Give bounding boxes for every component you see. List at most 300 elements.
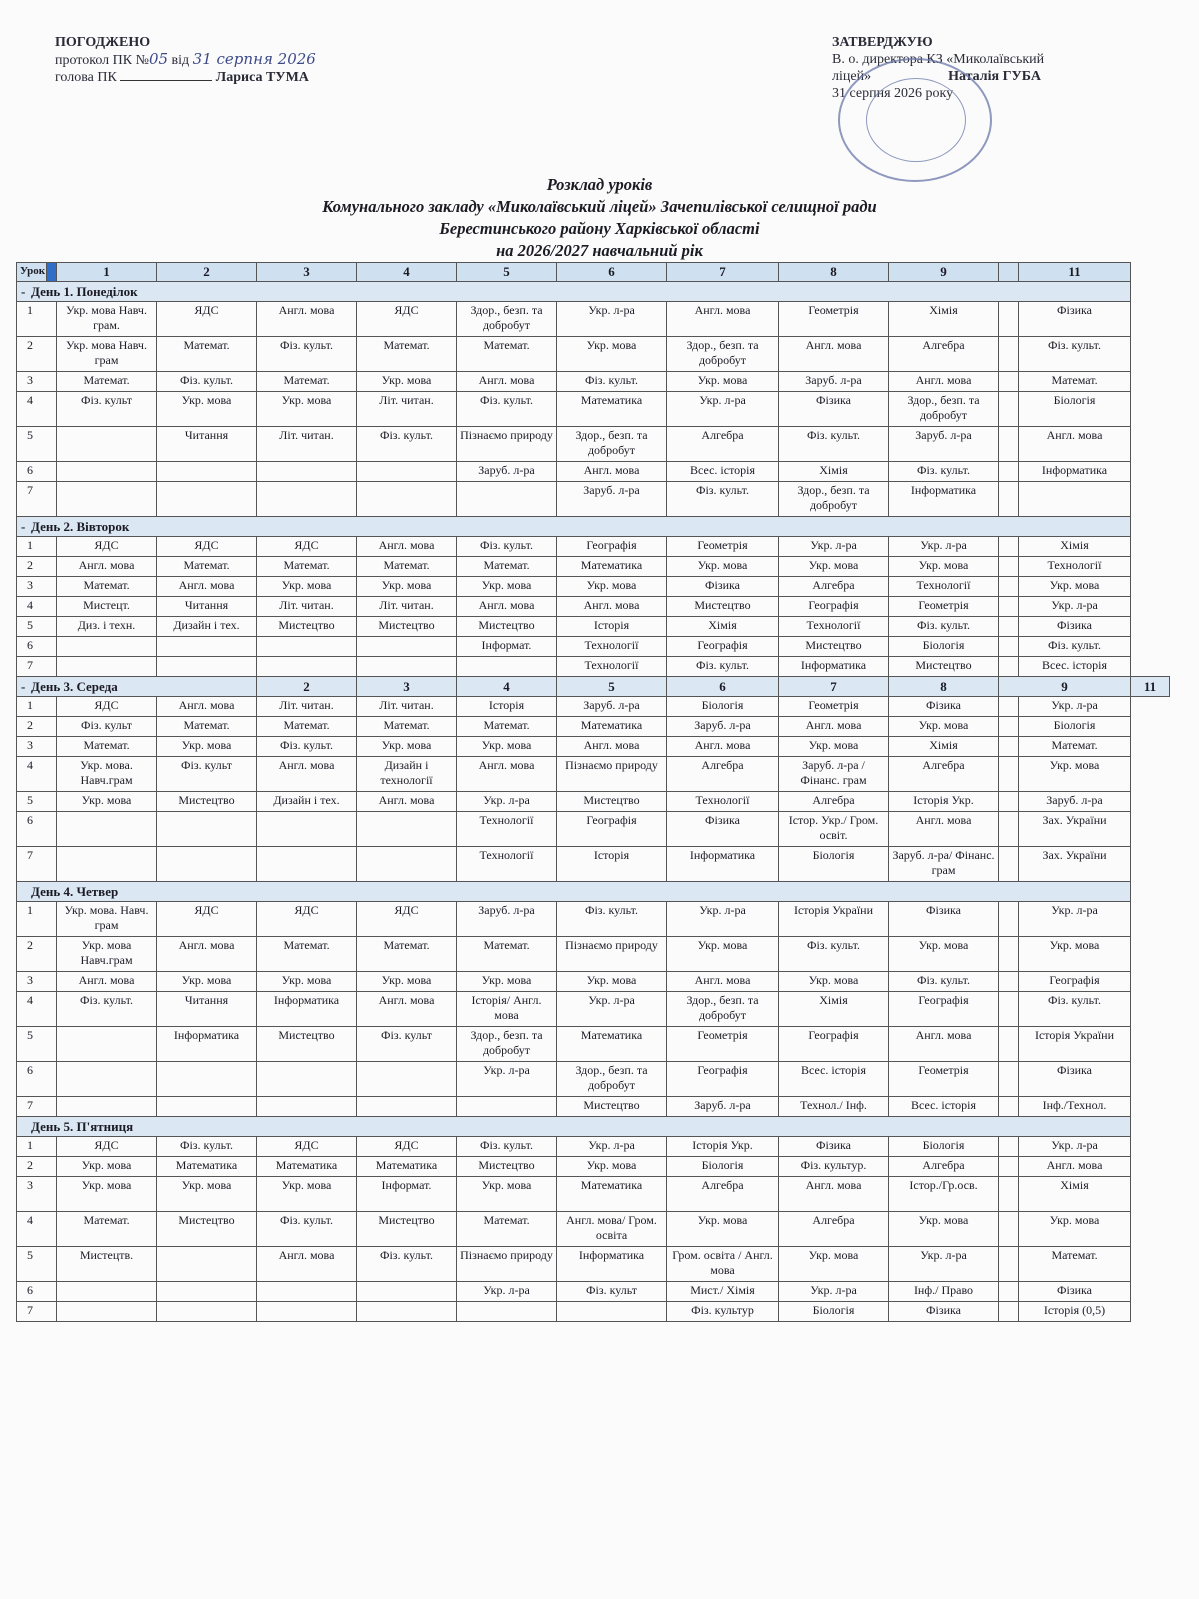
lesson-cell: Математика — [357, 1157, 457, 1177]
lesson-cell: Хімія — [889, 737, 999, 757]
header-cell: 5 — [457, 263, 557, 282]
lesson-cell: Укр. мова — [779, 1247, 889, 1282]
lesson-cell: Заруб. л-ра — [667, 1097, 779, 1117]
day-grade-number: 6 — [667, 677, 779, 697]
lesson-cell: Мистецтв. — [57, 1247, 157, 1282]
lesson-cell: Укр. мова — [157, 737, 257, 757]
lesson-cell: Географія — [557, 812, 667, 847]
lesson-cell: Заруб. л-ра — [557, 482, 667, 517]
lesson-number: 4 — [17, 1212, 57, 1247]
lesson-cell: Заруб. л-ра — [779, 372, 889, 392]
lesson-cell: Фіз. культ. — [889, 617, 999, 637]
lesson-cell: Мистецтво — [457, 617, 557, 637]
lesson-number: 2 — [17, 337, 57, 372]
lesson-number: 6 — [17, 812, 57, 847]
title-line-3: Берестинського району Харківської області — [439, 219, 760, 238]
lesson-cell — [257, 482, 357, 517]
lesson-cell: Укр. мова — [257, 1177, 357, 1212]
lesson-row — [17, 757, 1170, 792]
lesson-cell: Укр. мова — [1019, 937, 1131, 972]
lesson-cell — [999, 577, 1019, 597]
lesson-cell: Історія України — [779, 902, 889, 937]
header-cell: 7 — [667, 263, 779, 282]
lesson-number: 5 — [17, 1247, 57, 1282]
header-cell: 11 — [1019, 263, 1131, 282]
lesson-cell: Укр. мова — [257, 972, 357, 992]
lesson-cell: Англ. мова — [257, 757, 357, 792]
lesson-row — [17, 1062, 1170, 1097]
lesson-cell: Алгебра — [889, 1157, 999, 1177]
lesson-cell: Заруб. л-ра — [457, 902, 557, 937]
lesson-number: 1 — [17, 302, 57, 337]
lesson-cell — [999, 737, 1019, 757]
lesson-cell: Математ. — [157, 557, 257, 577]
lesson-cell: Укр. мова — [357, 737, 457, 757]
lesson-cell: Мистецтво — [779, 637, 889, 657]
lesson-cell: Укр. мова — [257, 577, 357, 597]
approval-title: ПОГОДЖЕНО — [55, 35, 151, 50]
lesson-cell — [57, 1282, 157, 1302]
lesson-cell: Укр. л-ра — [457, 1282, 557, 1302]
lesson-cell: Істор./Гр.осв. — [889, 1177, 999, 1212]
lesson-cell: Здор., безп. та добробут — [889, 392, 999, 427]
approval-date: 31 серпня 2026 року — [832, 86, 954, 101]
lesson-cell: Алгебра — [889, 337, 999, 372]
lesson-number: 4 — [17, 597, 57, 617]
day-title: День 1. Понеділок — [31, 284, 138, 299]
lesson-cell — [57, 1027, 157, 1062]
lesson-cell: Технології — [889, 577, 999, 597]
lesson-cell: Технол./ Інф. — [779, 1097, 889, 1117]
lesson-cell — [999, 1177, 1019, 1212]
lesson-cell: ЯДС — [57, 1137, 157, 1157]
lesson-cell: Здор., безп. та добробут — [667, 337, 779, 372]
lesson-cell: Заруб. л-ра/ Фінанс. грам — [889, 847, 999, 882]
lesson-cell: Англ. мова — [557, 737, 667, 757]
lesson-cell — [157, 462, 257, 482]
lesson-cell: Укр. л-ра — [1019, 597, 1131, 617]
lesson-cell: Укр. мова — [889, 937, 999, 972]
lesson-cell: Мистецтво — [257, 617, 357, 637]
lesson-cell: Літ. читан. — [257, 697, 357, 717]
lesson-cell: Фіз. культур. — [779, 1157, 889, 1177]
day-title: День 2. Вівторок — [31, 519, 130, 534]
lesson-number: 3 — [17, 372, 57, 392]
lesson-cell: Математ. — [157, 717, 257, 737]
lesson-cell: Фіз. культ — [57, 717, 157, 737]
lesson-cell: Геометрія — [779, 697, 889, 717]
lesson-cell: Укр. мова — [889, 557, 999, 577]
lesson-cell: Геометрія — [889, 1062, 999, 1097]
lesson-number: 3 — [17, 1177, 57, 1212]
lesson-cell: Укр. мова Навч. грам — [57, 337, 157, 372]
lesson-row — [17, 1137, 1170, 1157]
lesson-cell: Фізика — [1019, 1062, 1131, 1097]
lesson-cell: Укр. мова — [667, 937, 779, 972]
lesson-cell: Англ. мова — [889, 812, 999, 847]
approved-title: ЗАТВЕРДЖУЮ — [832, 35, 933, 50]
lesson-cell: Фіз. культ — [57, 392, 157, 427]
lesson-cell — [999, 1282, 1019, 1302]
lesson-row — [17, 577, 1170, 597]
lesson-cell: Здор., безп. та добробут — [457, 1027, 557, 1062]
lesson-cell: Фізика — [667, 812, 779, 847]
lesson-cell: Англ. мова — [457, 372, 557, 392]
lesson-cell: Укр. мова — [667, 557, 779, 577]
lesson-cell: Англ. мова — [257, 1247, 357, 1282]
lesson-cell — [157, 847, 257, 882]
lesson-cell: Математика — [557, 717, 667, 737]
lesson-cell — [999, 812, 1019, 847]
lesson-number: 7 — [17, 847, 57, 882]
lesson-cell: Фіз. культ. — [779, 427, 889, 462]
lesson-cell: ЯДС — [57, 537, 157, 557]
lesson-cell: Технології — [667, 792, 779, 812]
lesson-cell: Фізика — [1019, 302, 1131, 337]
lesson-cell: Укр. л-ра — [1019, 697, 1131, 717]
lesson-cell — [999, 427, 1019, 462]
lesson-cell — [999, 697, 1019, 717]
day-grade-number: 7 — [779, 677, 889, 697]
lesson-number: 2 — [17, 717, 57, 737]
lesson-cell — [257, 657, 357, 677]
lesson-cell: Історія/ Англ. мова — [457, 992, 557, 1027]
protocol-date: 31 серпня 2026 — [192, 50, 316, 68]
lesson-cell: Мистецтво — [357, 1212, 457, 1247]
lesson-cell: Біологія — [667, 1157, 779, 1177]
header-cell — [999, 263, 1019, 282]
lesson-cell — [357, 1062, 457, 1097]
lesson-cell: Укр. мова — [779, 557, 889, 577]
header-cell: 9 — [889, 263, 999, 282]
lesson-cell: Читання — [157, 992, 257, 1027]
lesson-cell — [999, 557, 1019, 577]
lesson-cell: Укр. мова — [457, 577, 557, 597]
lesson-row — [17, 657, 1170, 677]
lesson-cell: Англ. мова — [1019, 427, 1131, 462]
lesson-cell: Фіз. культ — [357, 1027, 457, 1062]
lesson-cell: Фіз. культ. — [457, 537, 557, 557]
lesson-cell — [357, 1302, 457, 1322]
lesson-cell: Біологія — [779, 847, 889, 882]
lesson-cell: Фіз. культ. — [157, 1137, 257, 1157]
lesson-cell: Англ. мова — [779, 337, 889, 372]
lesson-cell: Істор. Укр./ Гром. освіт. — [779, 812, 889, 847]
lesson-cell — [999, 1027, 1019, 1062]
lesson-cell: Укр. мова — [157, 1177, 257, 1212]
lesson-cell: Фізика — [889, 1302, 999, 1322]
lesson-cell: Інформатика — [779, 657, 889, 677]
lesson-cell: Математика — [557, 557, 667, 577]
lesson-cell: Математ. — [257, 372, 357, 392]
lesson-cell: Фіз. культ. — [257, 737, 357, 757]
lesson-cell: Математ. — [1019, 1247, 1131, 1282]
lesson-row — [17, 697, 1170, 717]
lesson-cell — [57, 637, 157, 657]
lesson-cell: Англ. мова — [889, 1027, 999, 1062]
lesson-cell: Технології — [779, 617, 889, 637]
lesson-cell: Математ. — [457, 557, 557, 577]
lesson-cell: Дизайн і тех. — [157, 617, 257, 637]
lesson-row — [17, 597, 1170, 617]
lesson-cell: Заруб. л-ра — [889, 427, 999, 462]
lesson-cell: Диз. і техн. — [57, 617, 157, 637]
lesson-cell: Англ. мова — [457, 597, 557, 617]
lesson-cell: Фіз. культ. — [257, 337, 357, 372]
lesson-cell: Фіз. культ. — [667, 657, 779, 677]
lesson-cell — [999, 637, 1019, 657]
lesson-cell — [999, 1137, 1019, 1157]
lesson-cell: ЯДС — [157, 902, 257, 937]
lesson-cell: Геометрія — [779, 302, 889, 337]
protocol-from: від — [171, 53, 190, 68]
lesson-cell: Укр. мова — [1019, 577, 1131, 597]
lesson-number: 2 — [17, 1157, 57, 1177]
lesson-cell: Гром. освіта / Англ. мова — [667, 1247, 779, 1282]
lesson-cell: Укр. мова — [557, 577, 667, 597]
lesson-cell — [457, 657, 557, 677]
lesson-cell: Інф./ Право — [889, 1282, 999, 1302]
lesson-cell: Математ. — [1019, 737, 1131, 757]
lesson-cell — [999, 972, 1019, 992]
lesson-cell — [57, 1097, 157, 1117]
lesson-cell: Математ. — [357, 937, 457, 972]
lesson-cell: Фіз. культ. — [889, 972, 999, 992]
lesson-cell — [999, 717, 1019, 737]
lesson-cell: Фіз. культур — [667, 1302, 779, 1322]
lesson-cell — [999, 482, 1019, 517]
lesson-cell: Географія — [557, 537, 667, 557]
director-name: Наталія ГУБА — [948, 69, 1041, 84]
day-header-row — [17, 517, 1170, 537]
lesson-cell: Технології — [457, 812, 557, 847]
lesson-cell: Фіз. культ. — [1019, 337, 1131, 372]
lesson-number: 4 — [17, 992, 57, 1027]
lesson-cell — [999, 537, 1019, 557]
lesson-cell — [157, 657, 257, 677]
official-stamp — [838, 58, 992, 182]
lesson-cell: Укр. мова — [457, 737, 557, 757]
lesson-row — [17, 392, 1170, 427]
lesson-cell: Мистецтво — [557, 1097, 667, 1117]
lesson-cell: Математика — [557, 392, 667, 427]
lesson-cell: Фіз. культ. — [1019, 992, 1131, 1027]
lesson-cell: Фіз. культ. — [667, 482, 779, 517]
lesson-cell: Укр. мова — [557, 1157, 667, 1177]
lesson-cell: Технології — [457, 847, 557, 882]
lesson-cell — [257, 1302, 357, 1322]
lesson-cell: ЯДС — [357, 902, 457, 937]
lesson-row — [17, 427, 1170, 462]
lesson-cell: Фізика — [779, 392, 889, 427]
lesson-number: 1 — [17, 1137, 57, 1157]
lesson-row — [17, 972, 1170, 992]
lesson-cell: Технології — [557, 637, 667, 657]
day-grade-number: 5 — [557, 677, 667, 697]
lesson-cell: Фіз. культ. — [1019, 637, 1131, 657]
lesson-row — [17, 812, 1170, 847]
lesson-cell — [999, 847, 1019, 882]
lesson-cell: Укр. мова. Навч. грам — [57, 902, 157, 937]
lesson-cell: Літ. читан. — [357, 697, 457, 717]
lesson-cell: Укр. мова — [357, 577, 457, 597]
lesson-cell: Хімія — [1019, 537, 1131, 557]
lesson-cell: Математика — [157, 1157, 257, 1177]
lesson-cell: Всес. історія — [667, 462, 779, 482]
lesson-row — [17, 462, 1170, 482]
lesson-cell: Пізнаємо природу — [557, 937, 667, 972]
lesson-row — [17, 372, 1170, 392]
lesson-cell: Укр. л-ра — [667, 902, 779, 937]
lesson-cell: Укр. мова — [57, 1177, 157, 1212]
head-name: Лариса ТУМА — [215, 70, 309, 85]
lesson-cell — [357, 637, 457, 657]
lesson-cell: Укр. мова — [779, 737, 889, 757]
lesson-cell: Фіз. культ — [157, 757, 257, 792]
lesson-cell: Англ. мова — [557, 462, 667, 482]
lesson-cell: Укр. л-ра — [667, 392, 779, 427]
lesson-cell — [999, 1247, 1019, 1282]
day-header-row — [17, 1117, 1170, 1137]
lesson-cell: Біологія — [889, 1137, 999, 1157]
header-cell — [47, 263, 57, 282]
lesson-cell — [357, 1282, 457, 1302]
lesson-cell: ЯДС — [257, 537, 357, 557]
lesson-cell: Дизайн і технології — [357, 757, 457, 792]
lesson-cell — [157, 812, 257, 847]
lesson-cell — [999, 902, 1019, 937]
lesson-cell: Заруб. л-ра — [457, 462, 557, 482]
lesson-cell — [999, 597, 1019, 617]
lesson-cell: Алгебра — [667, 1177, 779, 1212]
lesson-cell: Алгебра — [667, 757, 779, 792]
lesson-cell: Зах. України — [1019, 847, 1131, 882]
lesson-cell — [157, 637, 257, 657]
lesson-cell: Англ. мова — [357, 792, 457, 812]
lesson-row — [17, 537, 1170, 557]
stamp-inner-ring — [866, 78, 966, 162]
lesson-number: 2 — [17, 937, 57, 972]
lesson-row — [17, 1212, 1170, 1247]
lesson-cell: Пізнаємо природу — [557, 757, 667, 792]
lesson-number: 5 — [17, 617, 57, 637]
header-cell: Урок — [17, 263, 47, 282]
collapse-marker[interactable]: - — [21, 519, 26, 534]
schedule-table — [16, 262, 1170, 1322]
lesson-row — [17, 637, 1170, 657]
collapse-marker[interactable]: - — [21, 284, 26, 299]
lesson-cell: Біологія — [1019, 392, 1131, 427]
header-cell: 4 — [357, 263, 457, 282]
lesson-cell: Фізика — [1019, 1282, 1131, 1302]
lesson-row — [17, 792, 1170, 812]
lesson-cell: Історія (0,5) — [1019, 1302, 1131, 1322]
lesson-cell: ЯДС — [157, 302, 257, 337]
lesson-cell: Фіз. культ. — [779, 937, 889, 972]
lesson-cell — [157, 1247, 257, 1282]
lesson-number: 6 — [17, 637, 57, 657]
lesson-cell: ЯДС — [357, 302, 457, 337]
lesson-cell: Інформат. — [457, 637, 557, 657]
lesson-cell — [57, 482, 157, 517]
lesson-cell — [999, 1062, 1019, 1097]
lesson-cell: Мистецтво — [889, 657, 999, 677]
lesson-cell: Англ. мова — [257, 302, 357, 337]
lesson-cell: Укр. мова. Навч.грам — [57, 757, 157, 792]
header-cell: 8 — [779, 263, 889, 282]
lesson-number: 5 — [17, 792, 57, 812]
lesson-row — [17, 1177, 1170, 1212]
lesson-row — [17, 902, 1170, 937]
lesson-cell — [999, 1212, 1019, 1247]
lesson-cell: Зах. України — [1019, 812, 1131, 847]
lesson-cell: Історія України — [1019, 1027, 1131, 1062]
lesson-cell: Літ. читан. — [357, 392, 457, 427]
day-grade-number: 2 — [257, 677, 357, 697]
lesson-cell: Інформатика — [257, 992, 357, 1027]
lesson-cell: Здор., безп. та добробут — [667, 992, 779, 1027]
lesson-cell: Укр. л-ра — [557, 992, 667, 1027]
lesson-cell: ЯДС — [257, 1137, 357, 1157]
lesson-cell: ЯДС — [57, 697, 157, 717]
lesson-cell: Читання — [157, 597, 257, 617]
lesson-cell: Укр. л-ра — [779, 1282, 889, 1302]
collapse-marker[interactable]: - — [21, 679, 26, 694]
lesson-cell: Фізика — [779, 1137, 889, 1157]
lesson-cell: Укр. мова — [157, 972, 257, 992]
lesson-cell — [157, 1097, 257, 1117]
lesson-number: 4 — [17, 392, 57, 427]
lesson-cell: Пізнаємо природу — [457, 1247, 557, 1282]
lesson-cell: Здор., безп. та добробут — [557, 427, 667, 462]
lesson-cell: Геометрія — [889, 597, 999, 617]
lesson-cell: Укр. мова Навч.грам — [57, 937, 157, 972]
lesson-cell: Математ. — [257, 557, 357, 577]
lesson-cell: Алгебра — [779, 792, 889, 812]
lesson-cell — [999, 1157, 1019, 1177]
lesson-cell: Інформатика — [1019, 462, 1131, 482]
lesson-cell: Хімія — [889, 302, 999, 337]
lesson-cell: Математика — [557, 1027, 667, 1062]
lesson-cell: Математика — [557, 1177, 667, 1212]
day-grade-number: 9 — [999, 677, 1131, 697]
lesson-cell: Мистецтво — [157, 1212, 257, 1247]
lesson-cell: Укр. л-ра — [457, 1062, 557, 1097]
lesson-cell — [257, 637, 357, 657]
lesson-cell: Математ. — [357, 337, 457, 372]
lesson-cell: Англ. мова — [1019, 1157, 1131, 1177]
lesson-cell: Біологія — [667, 697, 779, 717]
lesson-cell — [257, 847, 357, 882]
day-grade-number: 4 — [457, 677, 557, 697]
lesson-cell: Укр. мова — [889, 717, 999, 737]
lesson-cell — [257, 1282, 357, 1302]
lesson-cell: Фіз. культ. — [257, 1212, 357, 1247]
lesson-cell: Математ. — [57, 737, 157, 757]
lesson-cell: Історія — [557, 847, 667, 882]
lesson-cell: Укр. л-ра — [779, 537, 889, 557]
lesson-number: 6 — [17, 1282, 57, 1302]
lesson-row — [17, 847, 1170, 882]
lesson-cell — [999, 372, 1019, 392]
lesson-cell: Історія — [557, 617, 667, 637]
lesson-cell — [257, 1097, 357, 1117]
lesson-cell: Мист./ Хімія — [667, 1282, 779, 1302]
lesson-cell: Читання — [157, 427, 257, 462]
lesson-cell — [999, 337, 1019, 372]
lesson-number: 3 — [17, 972, 57, 992]
day-title: День 4. Четвер — [31, 884, 119, 899]
